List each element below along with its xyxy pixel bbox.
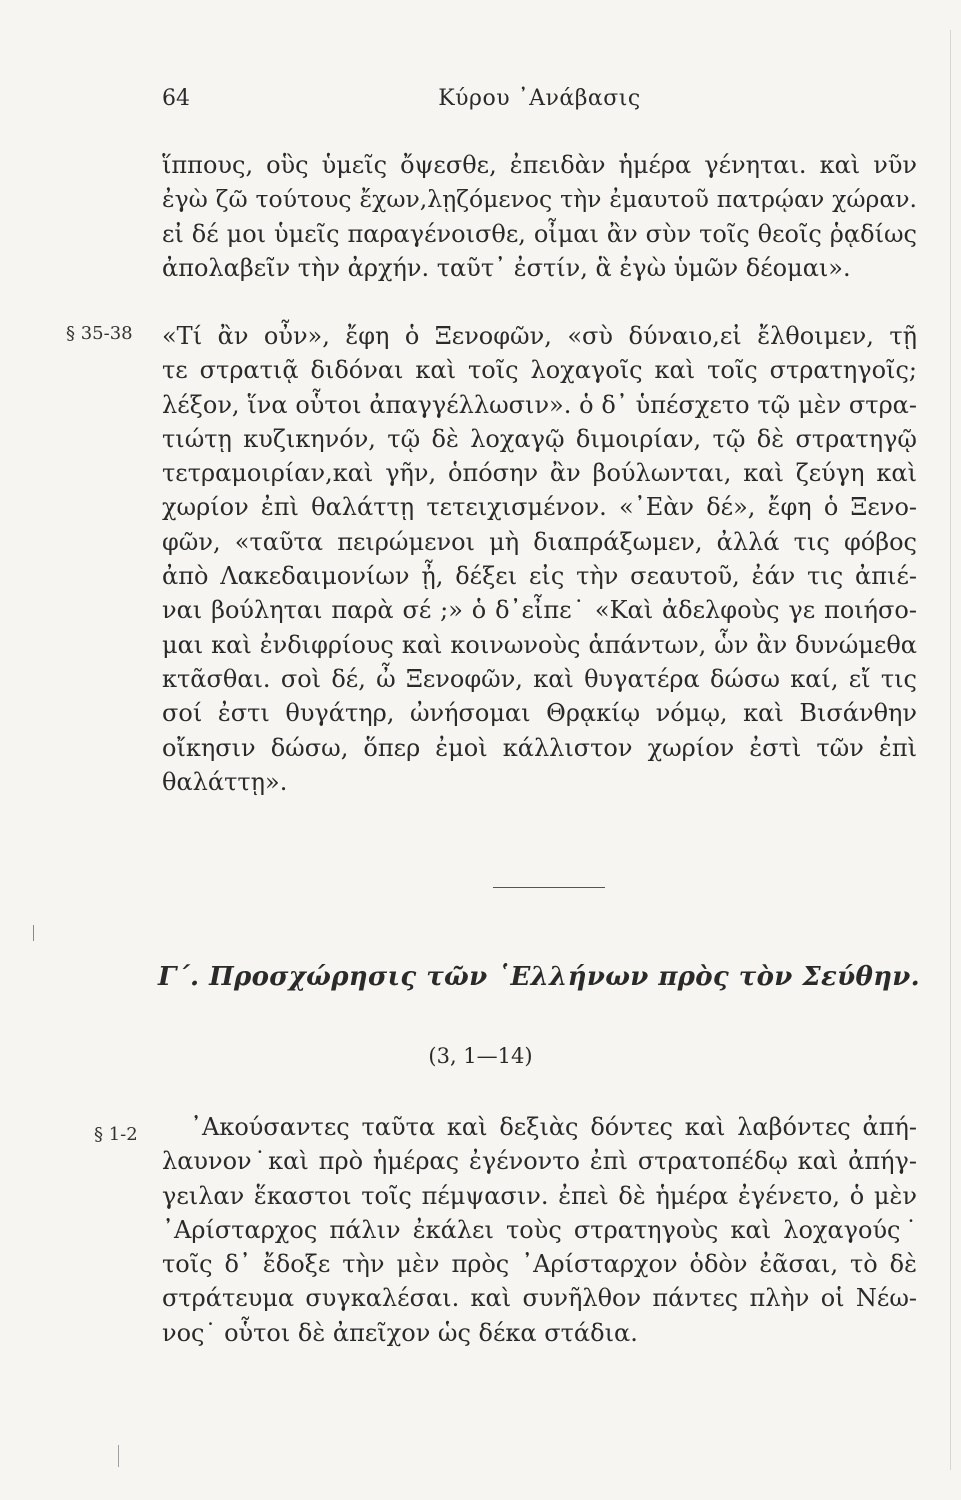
paragraph-continuation (162, 148, 917, 285)
page-header (162, 86, 917, 116)
section-heading: Γ΄. Προσχώρησις τῶν ῾Ελλήνων πρὸς τὸν Σεύθην. (158, 962, 920, 992)
text-line: τιώτῃ κυζικηνόν, τῷ δὲ λοχαγῷ διμοιρίαν, τῷ δὲ στρατηγῷ (162, 424, 917, 453)
text-line: θαλάττῃ». (162, 767, 288, 796)
text-line: χωρίον ἐπὶ θαλάττῃ τετειχισμένον. «᾽Εὰν δέ», ἔφη ὁ Ξενο- (162, 493, 917, 522)
text-line: τετραμοιρίαν,καὶ γῆν, ὁπόσην ἂν βούλωνται, καὶ ζεύγη καὶ (162, 459, 917, 488)
text-line: ᾽Ακούσαντες ταῦτα καὶ δεξιὰς δόντες καὶ λαβόντες ἀπή- (190, 1113, 917, 1141)
text-line: μαι καὶ ἐνδιφρίους καὶ κοινωνοὺς ἁπάντων, ὧν ἂν δυνώμεθα (162, 630, 917, 659)
text-line: γειλαν ἕκαστοι τοῖς πέμψασιν. ἐπεὶ δὲ ἡμέρα ἐγένετο, ὁ μὲν (162, 1181, 917, 1210)
scan-artifact (33, 925, 34, 941)
text-line: κτᾶσθαι. σοὶ δέ, ὦ Ξενοφῶν, καὶ θυγατέρα δώσω καί, εἴ τις (162, 664, 917, 693)
paragraph-dialogue (162, 319, 917, 799)
text-line: ναι βούληται παρὰ σέ ;» ὁ δ᾽εἶπε˙ «Καὶ ἀδελφοὺς γε ποιήσο- (162, 596, 917, 625)
text-line: «Τί ἂν οὖν», ἔφη ὁ Ξενοφῶν, «σὺ δύναιο,εἰ ἔλθοιμεν, τῇ (162, 322, 917, 350)
page-number: 64 (162, 86, 190, 111)
text-line: νος˙ οὗτοι δὲ ἀπεῖχον ὡς δέκα στάδια. (162, 1318, 638, 1347)
running-title: Κύρου ᾿Ανάβασις (438, 86, 641, 111)
text-line: τε στρατιᾷ διδόναι καὶ τοῖς λοχαγοῖς καὶ τοῖς στρατηγοῖς; (162, 356, 917, 385)
text-line: λαυνον˙καὶ πρὸ ἡμέρας ἐγένοντο ἐπὶ στρατοπέδῳ καὶ ἀπήγ- (162, 1147, 917, 1176)
text-line: ᾽Αρίσταρχος πάλιν ἐκάλει τοὺς στρατηγοὺς καὶ λοχαγούς˙ (162, 1215, 917, 1244)
text-line: ἵππους, οὓς ὑμεῖς ὄψεσθε, ἐπειδὰν ἡμέρα γένηται. καὶ νῦν (162, 151, 917, 179)
margin-reference: § 1-2 (94, 1124, 138, 1145)
paragraph-narrative (162, 1110, 917, 1350)
text-line: ἐγὼ ζῶ τούτους ἔχων,λῃζόμενος τὴν ἐμαυτοῦ πατρῴαν χώραν. (162, 185, 917, 214)
scan-artifact (950, 30, 951, 1470)
text-line: εἰ δέ μοι ὑμεῖς παραγένοισθε, οἶμαι ἂν σὺν τοῖς θεοῖς ῥᾳδίως (162, 219, 917, 248)
text-line: στράτευμα συγκαλέσαι. καὶ συνῆλθον πάντες πλὴν οἱ Νέω- (162, 1284, 917, 1313)
margin-reference: § 35-38 (66, 323, 133, 344)
scan-artifact (118, 1445, 119, 1467)
section-range: (3, 1—14) (428, 1044, 533, 1068)
text-line: σοί ἐστι θυγάτηρ, ὠνήσομαι Θρᾳκίῳ νόμῳ, καὶ Βισάνθην (162, 699, 917, 728)
separator-rule (493, 887, 605, 888)
text-line: φῶν, «ταῦτα πειρώμενοι μὴ διαπράξωμεν, ἀλλά τις φόβος (162, 527, 917, 556)
text-line: ἀπολαβεῖν τὴν ἀρχήν. ταῦτ᾽ ἐστίν, ἃ ἐγὼ ὑμῶν δέομαι». (162, 253, 851, 282)
text-line: λέξον, ἵνα οὗτοι ἀπαγγέλλωσιν». ὁ δ᾽ ὑπέσχετο τῷ μὲν στρα- (162, 390, 917, 419)
text-line: τοῖς δ᾽ ἔδοξε τὴν μὲν πρὸς ᾽Αρίσταρχον ὁδὸν ἐᾶσαι, τὸ δὲ (162, 1250, 917, 1279)
text-line: οἴκησιν δώσω, ὅπερ ἐμοὶ κάλλιστον χωρίον ἐστὶ τῶν ἐπὶ (162, 733, 917, 762)
text-line: ἀπὸ Λακεδαιμονίων ᾖ, δέξει εἰς τὴν σεαυτοῦ, ἐάν τις ἀπιέ- (162, 562, 917, 591)
